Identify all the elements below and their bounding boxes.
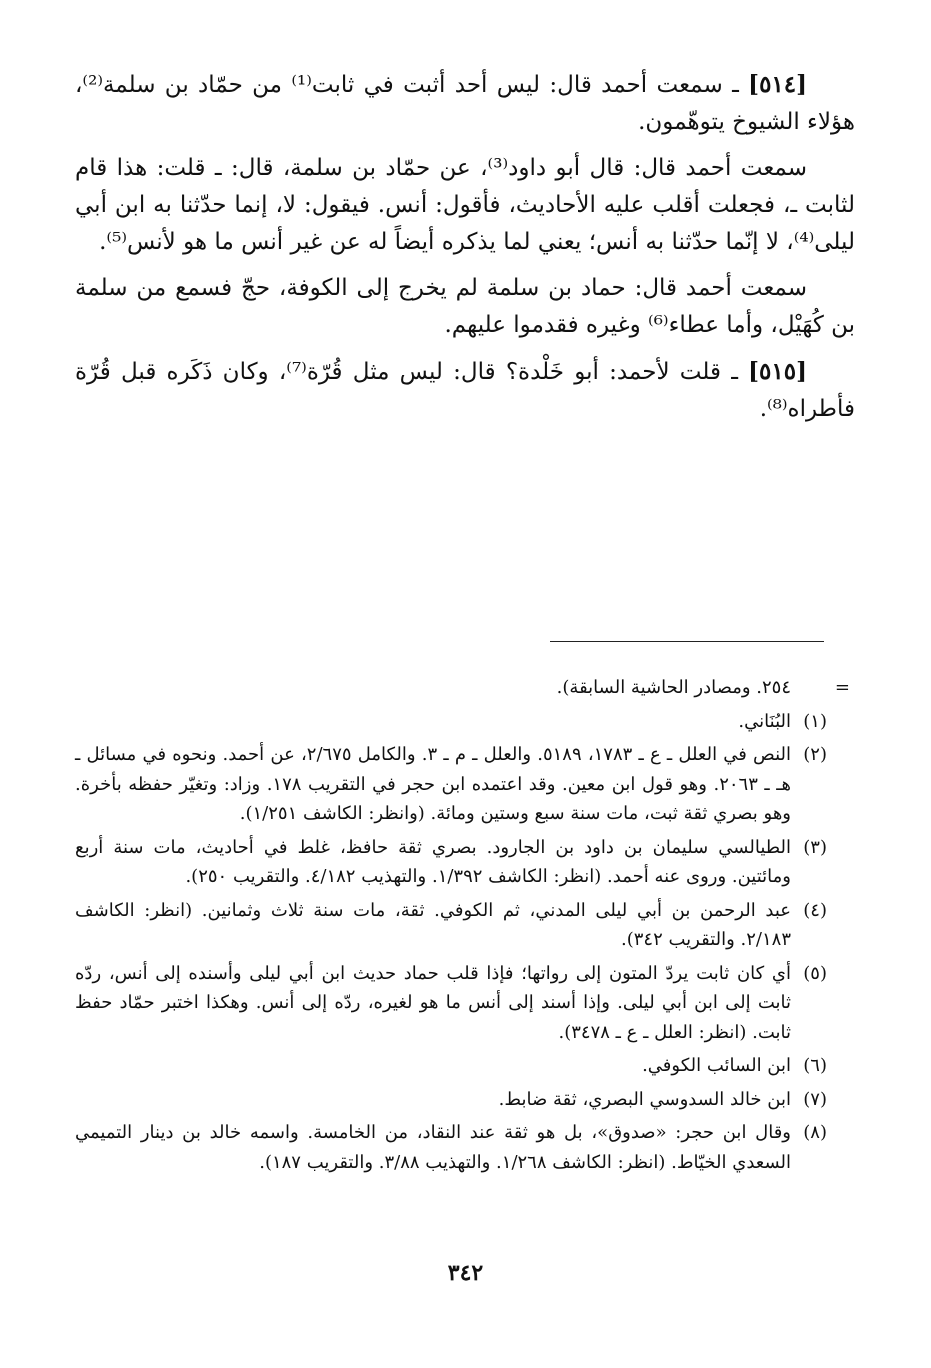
footnote-text: ابن خالد السدوسي البصري، ثقة ضابط.	[498, 1088, 791, 1110]
footnote	[75, 833, 827, 892]
paragraph-text: سمعت أحمد قال: حماد بن سلمة لم يخرج إلى الكوفة، حجّ فسمع من سلمة بن كُهَيْل، وأما عطاء⁽⁶⁾ وغيره فقدموا عليهم.	[75, 275, 855, 338]
footnote	[75, 1118, 827, 1177]
footnote-mark: (٧)	[803, 1088, 827, 1110]
footnote	[75, 1051, 827, 1081]
footnote-text: النص في العلل ـ ع ـ ١٧٨٣، ٥١٨٩. والعلل ـ م ـ ٣. والكامل ٢/٦٧٥، عن أحمد. ونحوه في مسائل ـ هـ ـ ٢٠٦٣. وهو قول ابن معين. وقد اعتمده ابن حجر في التقريب ١٧٨. وزاد: وتغيّر حفظه بأخرة. وهو بصري ثقة ثبت، مات سنة سبع وستين ومائة. (وانظر: الكاشف ١/٢٥١).	[75, 744, 792, 824]
footnote	[75, 959, 827, 1048]
footnote	[75, 673, 850, 703]
footnote	[75, 896, 827, 955]
paragraph-text: سمعت أحمد قال: قال أبو داود⁽³⁾، عن حمّاد بن سلمة، قال: ـ قلت: هذا قام لثابت ـ، فجعلت أقلب عليه الأحاديث، فأقول: أنس. فيقول: لا، إنما حدّثنا به ابن أبي ليلى⁽⁴⁾، لا إنّما حدّثنا به أنس؛ يعني لما يذكره أيضاً له عن غير أنس ما هو لأنس⁽⁵⁾.	[75, 155, 855, 255]
footnote-separator	[550, 641, 824, 642]
footnote-mark: (٣)	[803, 836, 827, 858]
footnote-mark: (٢)	[803, 744, 827, 765]
footnote-text: الطيالسي سليمان بن داود بن الجارود. بصري ثقة حافظ، غلط في أحاديث، مات سنة أربع ومائتين. وروى عنه أحمد. (انظر: الكاشف ١/٣٩٢. والتهذيب ٤/١٨٢. والتقريب ٢٥٠).	[75, 836, 791, 887]
footnote-mark: (١)	[803, 710, 827, 732]
footnote-text: وقال ابن حجر: «صدوق»، بل هو ثقة عند النقاد، من الخامسة. واسمه خالد بن دينار التميمي السعدي الخيّاط. (انظر: الكاشف ١/٢٦٨. والتهذيب ٣/٨٨. والتقريب ١٨٧).	[75, 1122, 791, 1173]
paragraph	[75, 353, 855, 428]
page-number: ٣٤٢	[447, 1260, 484, 1286]
paragraph	[75, 270, 855, 344]
paragraph	[75, 66, 855, 141]
entry-number: [٥١٥]	[748, 358, 807, 385]
footnote-mark: (٥)	[803, 962, 827, 984]
footnote-mark: (٤)	[803, 899, 827, 921]
footnote-text: ابن السائب الكوفي.	[642, 1055, 791, 1076]
footnote	[75, 1085, 827, 1115]
footnote-mark: (٦)	[803, 1055, 827, 1076]
footnote-text: البُنَاني.	[738, 710, 791, 732]
footnotes	[75, 673, 850, 1181]
main-text	[75, 66, 855, 437]
footnote-text: ٢٥٤. ومصادر الحاشية السابقة).	[556, 677, 791, 698]
footnote	[75, 740, 827, 829]
paragraph	[75, 150, 855, 261]
entry-number: [٥١٤]	[748, 71, 808, 98]
footnote-mark: =	[834, 677, 850, 698]
footnote-text: أي كان ثابت يردّ المتون إلى رواتها؛ فإذا قلب حماد حديث ابن أبي ليلى وأسنده إلى أنس، ردّه ثابت إلى ابن أبي ليلى. وإذا أسند إلى أنس ما هو لغيره، ردّه إلى أنس. وهكذا اختبر حمّاد حفظ ثابت. (انظر: العلل ـ ع ـ ٣٤٧٨).	[75, 962, 791, 1043]
paragraph-text: ـ سمعت أحمد قال: ليس أحد أثبت في ثابت⁽¹⁾ من حمّاد بن سلمة⁽²⁾، هؤلاء الشيوخ يتوهّمون.	[75, 72, 855, 135]
footnote-text: عبد الرحمن بن أبي ليلى المدني، ثم الكوفي. ثقة، مات سنة ثلاث وثمانين. (انظر: الكاشف ٢/١٨٣. والتقريب ٣٤٢).	[75, 899, 791, 950]
footnote-mark: (٨)	[803, 1122, 827, 1143]
paragraph-text: ـ قلت لأحمد: أبو خَلْدة؟ قال: ليس مثل قُرّة⁽⁷⁾، وكان ذَكَره قبل قُرّة فأطراه⁽⁸⁾.	[75, 359, 855, 422]
footnote	[75, 707, 827, 737]
